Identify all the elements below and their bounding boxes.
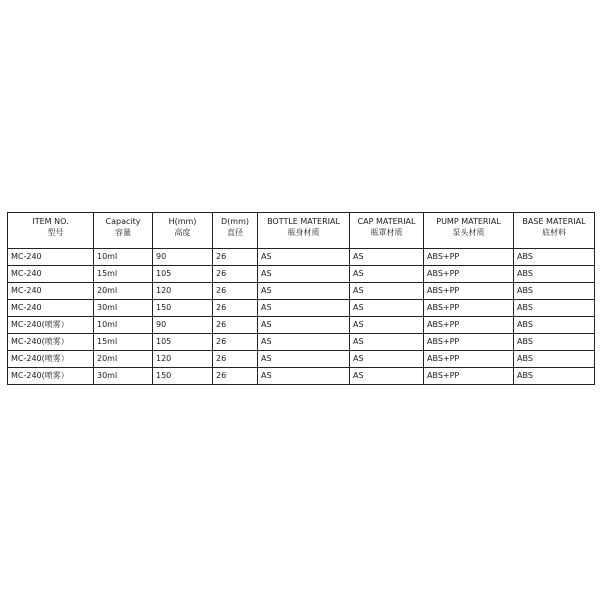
cell-bottle-material: AS — [258, 368, 350, 385]
cell-height: 105 — [153, 334, 213, 351]
cell-item-no: MC-240(喷雾） — [8, 368, 94, 385]
cell-bottle-material: AS — [258, 283, 350, 300]
header-capacity: Capacity 容量 — [94, 213, 153, 249]
cell-capacity: 10ml — [94, 317, 153, 334]
cell-bottle-material: AS — [258, 249, 350, 266]
cell-pump-material: ABS+PP — [424, 317, 514, 334]
table-row — [8, 351, 595, 368]
cell-bottle-material: AS — [258, 300, 350, 317]
cell-diameter: 26 — [213, 300, 258, 317]
cell-capacity: 20ml — [94, 351, 153, 368]
table-row — [8, 266, 595, 283]
header-row — [8, 213, 595, 249]
table-row — [8, 300, 595, 317]
cell-height: 90 — [153, 317, 213, 334]
cell-capacity: 15ml — [94, 334, 153, 351]
cell-cap-material: AS — [350, 266, 424, 283]
header-pump-material: PUMP MATERIAL 泵头材质 — [424, 213, 514, 249]
cell-capacity: 30ml — [94, 368, 153, 385]
cell-diameter: 26 — [213, 266, 258, 283]
table-row — [8, 334, 595, 351]
cell-cap-material: AS — [350, 283, 424, 300]
cell-diameter: 26 — [213, 368, 258, 385]
cell-diameter: 26 — [213, 317, 258, 334]
cell-base-material: ABS — [514, 249, 595, 266]
cell-cap-material: AS — [350, 249, 424, 266]
cell-pump-material: ABS+PP — [424, 249, 514, 266]
cell-cap-material: AS — [350, 317, 424, 334]
cell-base-material: ABS — [514, 283, 595, 300]
cell-cap-material: AS — [350, 300, 424, 317]
cell-bottle-material: AS — [258, 334, 350, 351]
cell-pump-material: ABS+PP — [424, 351, 514, 368]
cell-capacity: 15ml — [94, 266, 153, 283]
header-bottle-material: BOTTLE MATERIAL 瓶身材质 — [258, 213, 350, 249]
cell-item-no: MC-240(喷雾） — [8, 334, 94, 351]
cell-item-no: MC-240 — [8, 249, 94, 266]
cell-item-no: MC-240 — [8, 300, 94, 317]
table-row — [8, 368, 595, 385]
cell-base-material: ABS — [514, 266, 595, 283]
cell-pump-material: ABS+PP — [424, 334, 514, 351]
cell-base-material: ABS — [514, 334, 595, 351]
header-base-material: BASE MATERIAL 底材料 — [514, 213, 595, 249]
cell-pump-material: ABS+PP — [424, 368, 514, 385]
cell-capacity: 10ml — [94, 249, 153, 266]
cell-item-no: MC-240(喷雾） — [8, 317, 94, 334]
cell-capacity: 30ml — [94, 300, 153, 317]
cell-cap-material: AS — [350, 368, 424, 385]
cell-base-material: ABS — [514, 368, 595, 385]
cell-height: 120 — [153, 351, 213, 368]
cell-base-material: ABS — [514, 300, 595, 317]
cell-bottle-material: AS — [258, 317, 350, 334]
header-diameter: D(mm) 直径 — [213, 213, 258, 249]
cell-pump-material: ABS+PP — [424, 283, 514, 300]
cell-item-no: MC-240 — [8, 266, 94, 283]
cell-diameter: 26 — [213, 249, 258, 266]
cell-base-material: ABS — [514, 351, 595, 368]
cell-diameter: 26 — [213, 283, 258, 300]
cell-item-no: MC-240(喷雾） — [8, 351, 94, 368]
table-row — [8, 317, 595, 334]
header-height: H(mm) 高度 — [153, 213, 213, 249]
cell-bottle-material: AS — [258, 351, 350, 368]
cell-height: 120 — [153, 283, 213, 300]
cell-height: 105 — [153, 266, 213, 283]
header-cap-material: CAP MATERIAL 瓶罩材质 — [350, 213, 424, 249]
cell-base-material: ABS — [514, 317, 595, 334]
table-row — [8, 283, 595, 300]
table-row — [8, 249, 595, 266]
cell-capacity: 20ml — [94, 283, 153, 300]
cell-cap-material: AS — [350, 334, 424, 351]
cell-bottle-material: AS — [258, 266, 350, 283]
cell-pump-material: ABS+PP — [424, 300, 514, 317]
cell-item-no: MC-240 — [8, 283, 94, 300]
cell-diameter: 26 — [213, 351, 258, 368]
cell-height: 90 — [153, 249, 213, 266]
cell-cap-material: AS — [350, 351, 424, 368]
cell-height: 150 — [153, 300, 213, 317]
header-item-no: ITEM NO. 型号 — [8, 213, 94, 249]
cell-diameter: 26 — [213, 334, 258, 351]
spec-table — [7, 212, 595, 385]
cell-pump-material: ABS+PP — [424, 266, 514, 283]
cell-height: 150 — [153, 368, 213, 385]
